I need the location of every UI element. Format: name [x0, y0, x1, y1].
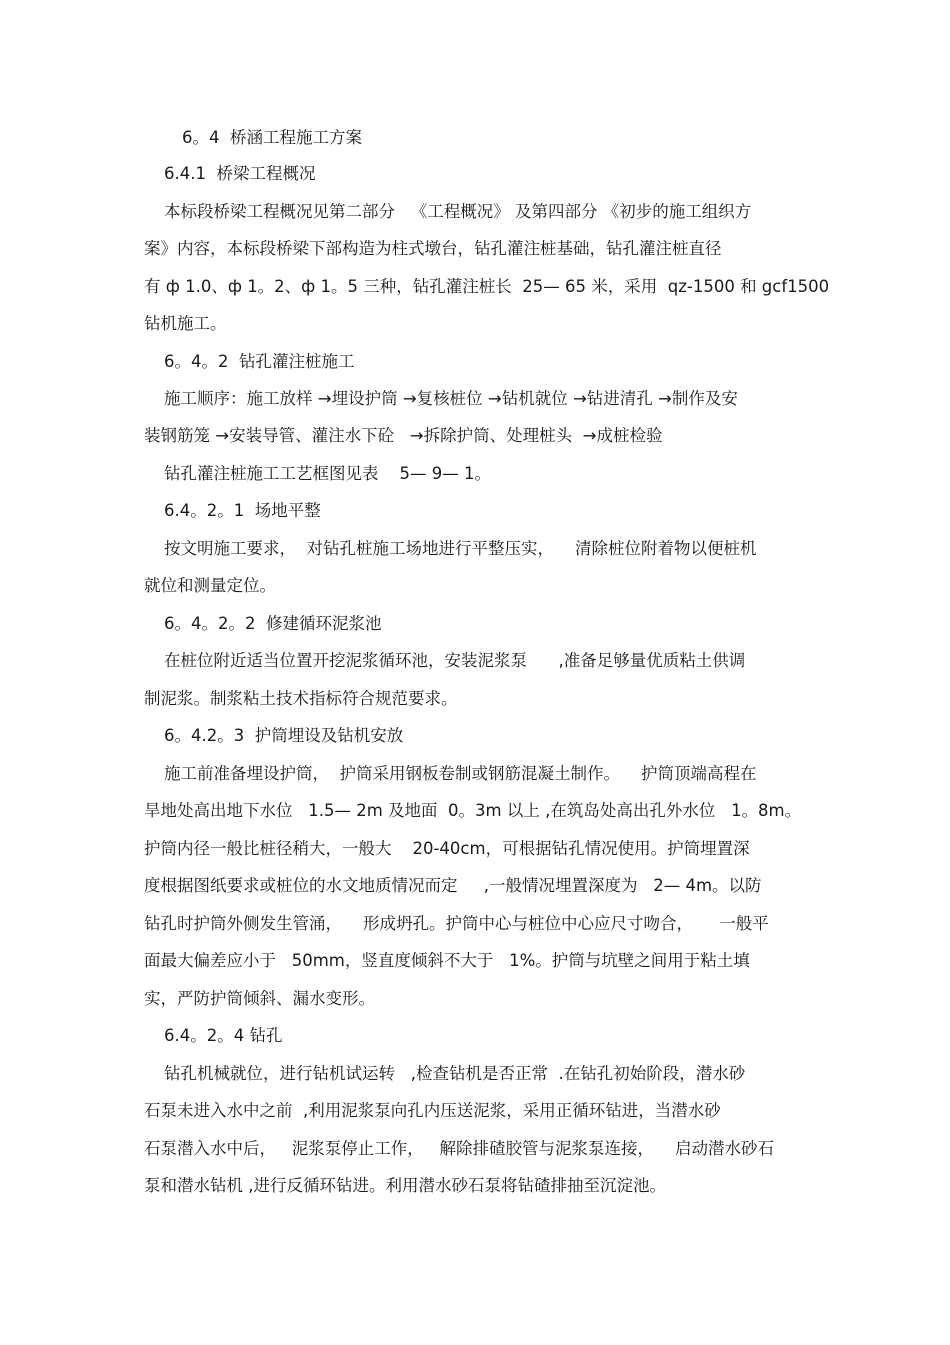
subsection-heading-6-4-2-1: 6.4。2。1 场地平整 — [164, 501, 321, 520]
paragraph-line: 石泵潜入水中后， 泥浆泵停止工作， 解除排碴胶管与泥浆泵连接， 启动潜水砂石 — [144, 1139, 774, 1158]
paragraph-line: 石泵未进入水中之前 ,利用泥浆泵向孔内压送泥浆，采用正循环钻进，当潜水砂 — [144, 1101, 721, 1120]
paragraph-line: 旱地处高出地下水位 1.5— 2m 及地面 0。3m 以上 ,在筑岛处高出孔外水位 1。8m。 — [144, 801, 802, 820]
paragraph-line: 泵和潜水钻机 ,进行反循环钻进。利用潜水砂石泵将钻碴排抽至沉淀池。 — [144, 1176, 666, 1195]
subsection-heading-6-4-2-3: 6。4.2。3 护筒埋设及钻机安放 — [164, 726, 404, 745]
paragraph-line: 制泥浆。制浆粘土技术指标符合规范要求。 — [144, 689, 458, 708]
subsection-heading-6-4-2-4: 6.4。2。4 钻孔 — [164, 1026, 283, 1045]
paragraph-line: 案》内容，本标段桥梁下部构造为柱式墩台，钻孔灌注桩基础，钻孔灌注桩直径 — [144, 239, 722, 258]
paragraph-line: 钻机施工。 — [144, 314, 227, 333]
paragraph-line: 就位和测量定位。 — [144, 576, 276, 595]
paragraph-line: 施工前准备埋设护筒， 护筒采用钢板卷制或钢筋混凝土制作。 护筒顶端高程在 — [164, 764, 757, 783]
paragraph-line: 度根据图纸要求或桩位的水文地质情况而定 ,一般情况埋置深度为 2— 4m。以防 — [144, 876, 762, 895]
paragraph-line: 钻孔时护筒外侧发生管涌， 形成坍孔。护筒中心与桩位中心应尺寸吻合， 一般平 — [144, 914, 769, 933]
paragraph-line: 装钢筋笼 →安装导管、灌注水下砼 →拆除护筒、处理桩头 →成桩检验 — [144, 426, 663, 445]
paragraph-line: 实，严防护筒倾斜、漏水变形。 — [144, 989, 375, 1008]
section-heading-6-4: 6。4 桥涵工程施工方案 — [182, 128, 362, 147]
subsection-heading-6-4-2: 6。4。2 钻孔灌注桩施工 — [164, 352, 355, 371]
paragraph-line: 施工顺序：施工放样 →埋设护筒 →复核桩位 →钻机就位 →钻进清孔 →制作及安 — [164, 389, 738, 408]
paragraph-line: 钻孔灌注桩施工工艺框图见表 5— 9— 1。 — [164, 464, 491, 483]
paragraph-line: 本标段桥梁工程概况见第二部分 《工程概况》 及第四部分 《初步的施工组织方 — [164, 202, 752, 221]
paragraph-line: 面最大偏差应小于 50mm，竖直度倾斜不大于 1%。护筒与坑壁之间用于粘土填 — [144, 951, 750, 970]
subsection-heading-6-4-1: 6.4.1 桥梁工程概况 — [164, 164, 316, 183]
paragraph-line: 按文明施工要求， 对钻孔桩施工场地进行平整压实， 清除桩位附着物以便桩机 — [164, 539, 757, 558]
paragraph-line: 钻孔机械就位，进行钻机试运转 ,检查钻机是否正常 .在钻孔初始阶段，潜水砂 — [164, 1064, 746, 1083]
paragraph-line: 护筒内径一般比桩径稍大，一般大 20-40cm，可根据钻孔情况使用。护筒埋置深 — [144, 839, 750, 858]
subsection-heading-6-4-2-2: 6。4。2。2 修建循环泥浆池 — [164, 614, 382, 633]
paragraph-line: 在桩位附近适当位置开挖泥浆循环池，安装泥浆泵 ,准备足够量优质粘土供调 — [164, 651, 746, 670]
paragraph-line: 有 ф 1.0、ф 1。2、ф 1。5 三种，钻孔灌注桩长 25— 65 米，采用 qz-1500 和 gcf1500 — [144, 277, 830, 296]
